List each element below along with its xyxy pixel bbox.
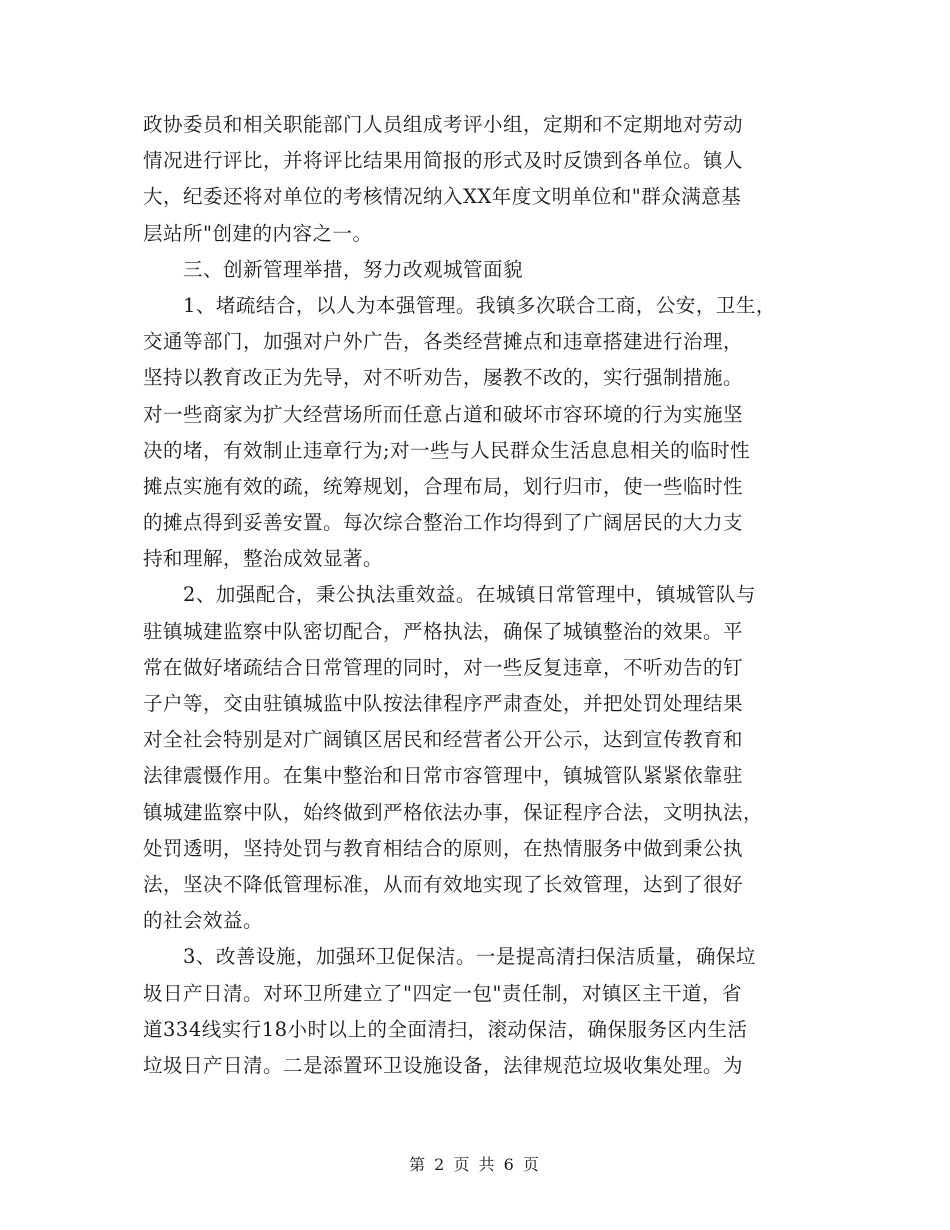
text-line: 大，纪委还将对单位的考核情况纳入XX年度文明单位和"群众满意基 <box>143 185 742 209</box>
text-line: 常在做好堵疏结合日常管理的同时，对一些反复违章，不听劝告的钉 <box>143 655 744 679</box>
text-line: 对一些商家为扩大经营场所而任意占道和破坏市容环境的行为实施坚 <box>143 402 744 426</box>
text-line: 子户等，交由驻镇城监中队按法律程序严肃查处，并把处罚处理结果 <box>143 692 744 715</box>
text-line: 处罚透明，坚持处罚与教育相结合的原则，在热情服务中做到秉公执 <box>143 836 744 860</box>
text-line: 3、改善设施，加强环卫促保洁。一是提高清扫保洁质量，确保垃 <box>183 945 756 969</box>
text-line: 1、堵疏结合，以人为本强管理。我镇多次联合工商，公安，卫生， <box>183 293 776 317</box>
text-line: 法律震慑作用。在集中整治和日常市容管理中，镇城管队紧紧依靠驻 <box>143 764 744 788</box>
text-line: 情况进行评比，并将评比结果用简报的形式及时反馈到各单位。镇人 <box>143 149 744 173</box>
text-line: 的摊点得到妥善安置。每次综合整治工作均得到了广阔居民的大力支 <box>143 511 744 535</box>
text-line: 圾日产日清。对环卫所建立了"四定一包"责任制，对镇区主干道，省 <box>143 981 742 1005</box>
text-line: 三、创新管理举措，努力改观城管面貌 <box>183 257 524 281</box>
text-line: 持和理解，整治成效显著。 <box>143 547 384 571</box>
text-line: 法，坚决不降低管理标准，从而有效地实现了长效管理，达到了很好 <box>143 872 744 896</box>
text-line: 驻镇城建监察中队密切配合，严格执法，确保了城镇整治的效果。平 <box>143 619 744 643</box>
text-line: 政协委员和相关职能部门人员组成考评小组，定期和不定期地对劳动 <box>143 113 744 136</box>
page-footer: 第 2 页 共 6 页 <box>409 1155 541 1174</box>
text-line: 镇城建监察中队，始终做到严格依法办事，保证程序合法，文明执法， <box>143 800 764 824</box>
text-line: 层站所"创建的内容之一。 <box>143 221 373 245</box>
text-line: 摊点实施有效的疏，统筹规划，合理布局，划行归市，使一些临时性 <box>143 474 744 498</box>
document-body <box>143 107 823 1084</box>
text-line: 坚持以教育改正为先导，对不听劝告，屡教不改的，实行强制措施。 <box>143 366 744 390</box>
text-line: 道334线实行18小时以上的全面清扫，滚动保洁，确保服务区内生活 <box>143 1017 748 1041</box>
text-line: 交通等部门，加强对户外广告，各类经营摊点和违章搭建进行治理， <box>143 330 744 354</box>
text-line: 垃圾日产日清。二是添置环卫设施设备，法律规范垃圾收集处理。为 <box>143 1053 744 1077</box>
text-line: 对全社会特别是对广阔镇区居民和经营者公开公示，达到宣传教育和 <box>143 728 744 752</box>
text-line: 的社会效益。 <box>143 909 264 933</box>
text-line: 2、加强配合，秉公执法重效益。在城镇日常管理中，镇城管队与 <box>183 583 756 607</box>
text-line: 决的堵，有效制止违章行为;对一些与人民群众生活息息相关的临时性 <box>143 438 751 462</box>
